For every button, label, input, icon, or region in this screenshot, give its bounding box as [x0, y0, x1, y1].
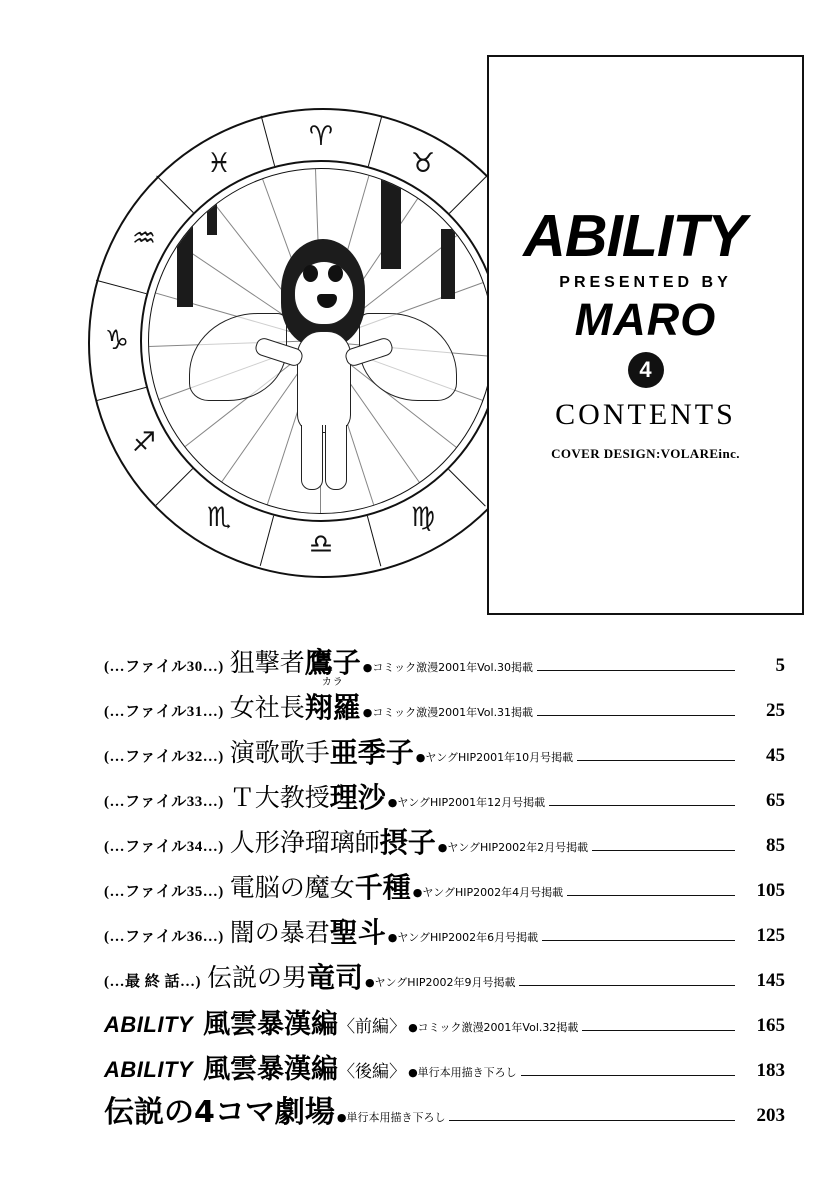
zodiac-sign-pisces: ♓	[206, 148, 232, 179]
illustration-disc	[148, 168, 494, 514]
final-name: 伝説の4コマ劇場	[104, 1095, 335, 1130]
table-of-contents	[0, 636, 835, 1131]
zodiac-sign-libra: ♎	[308, 529, 334, 560]
entry-title: Ｔ大教授	[229, 783, 330, 812]
bonus-name: 風雲暴漢編	[203, 1009, 339, 1040]
toc-final-entry[interactable]	[0, 1086, 835, 1131]
zodiac-sign-capricorn: ♑	[104, 325, 130, 356]
entry-name: 聖斗	[329, 916, 386, 949]
zodiac-sign-aquarius: ♒	[131, 223, 157, 254]
entry-title: 伝説の男	[207, 963, 308, 992]
page-number: 65	[766, 790, 785, 811]
toc-bonus-entry[interactable]	[0, 1041, 835, 1086]
entry-source: ●ヤングHIP2002年2月号掲載	[437, 841, 589, 854]
file-tag: (…ファイル34…)	[104, 839, 224, 855]
bonus-source: ●コミック激漫2001年Vol.32掲載	[408, 1021, 579, 1034]
figure-eye-right	[328, 265, 343, 282]
bonus-name: 風雲暴漢編	[203, 1054, 339, 1085]
entry-name-text: 翔羅	[304, 691, 361, 724]
title-panel	[487, 55, 804, 615]
entry-title: 演歌歌手	[229, 738, 330, 767]
file-tag: (…ファイル32…)	[104, 749, 224, 765]
toc-bonus-entry[interactable]	[0, 996, 835, 1041]
entry-name	[304, 677, 361, 726]
entry-title: 女社長	[229, 693, 305, 722]
leader-line	[592, 850, 735, 851]
file-tag: (…ファイル33…)	[104, 794, 224, 810]
page-number: 45	[766, 745, 785, 766]
contents-label: CONTENTS	[555, 398, 736, 431]
toc-entry[interactable]	[0, 726, 835, 771]
leader-line	[577, 760, 735, 761]
page-number: 105	[756, 880, 785, 901]
bonus-label: ABILITY	[104, 1057, 194, 1082]
toc-entry[interactable]	[0, 861, 835, 906]
zodiac-sign-taurus: ♉	[410, 148, 436, 179]
toc-entry[interactable]	[0, 677, 835, 726]
zodiac-sign-aries: ♈	[308, 121, 334, 152]
entry-source: ●コミック激漫2001年Vol.31掲載	[362, 706, 534, 719]
leader-line	[567, 895, 735, 896]
entry-name: 鷹子	[304, 646, 361, 679]
entry-name-ruby: カラ	[321, 677, 344, 688]
page-number: 125	[756, 925, 785, 946]
file-tag: (…ファイル30…)	[104, 659, 224, 675]
entry-name: 千種	[354, 871, 411, 904]
bonus-subtitle: 〈前編〉	[338, 1017, 407, 1037]
leader-line	[537, 715, 735, 716]
figure-body	[297, 331, 351, 433]
entry-name: 竜司	[307, 961, 364, 994]
entry-title: 闇の暴君	[229, 918, 330, 947]
entry-source: ●ヤングHIP2001年10月号掲載	[415, 751, 574, 764]
leader-line	[521, 1075, 735, 1076]
page-number: 183	[756, 1060, 785, 1081]
file-tag: (…最 終 話…)	[104, 974, 201, 990]
toc-entry[interactable]	[0, 771, 835, 816]
page-number: 25	[766, 700, 785, 721]
page-number: 85	[766, 835, 785, 856]
leader-line	[582, 1030, 735, 1031]
presented-by: PRESENTED BY	[559, 274, 732, 291]
cover-design-credit: COVER DESIGN:VOLAREinc.	[551, 446, 740, 461]
toc-entry[interactable]	[0, 906, 835, 951]
zodiac-sign-virgo: ♍	[410, 502, 436, 533]
entry-source: ●コミック激漫2001年Vol.30掲載	[362, 661, 534, 674]
entry-source: ●ヤングHIP2002年6月号掲載	[387, 931, 539, 944]
leader-line	[542, 940, 735, 941]
entry-name: 理沙	[329, 781, 386, 814]
toc-entry[interactable]	[0, 816, 835, 861]
toc-entry[interactable]	[0, 951, 835, 996]
file-tag: (…ファイル35…)	[104, 884, 224, 900]
leader-line	[449, 1120, 735, 1121]
bonus-subtitle: 〈後編〉	[338, 1062, 407, 1082]
leader-line	[549, 805, 735, 806]
volume-badge: 4	[628, 352, 664, 388]
toc-entry[interactable]	[0, 636, 835, 681]
entry-title: 電脳の魔女	[229, 873, 355, 902]
entry-name: 摂子	[379, 826, 436, 859]
file-tag: (…ファイル36…)	[104, 929, 224, 945]
file-tag: (…ファイル31…)	[104, 704, 224, 720]
final-source: ●単行本用描き下ろし	[336, 1111, 446, 1124]
page-number: 165	[756, 1015, 785, 1036]
leader-line	[537, 670, 735, 671]
figure-leg-left	[301, 425, 323, 490]
page-number: 203	[756, 1105, 785, 1126]
entry-source: ●ヤングHIP2001年12月号掲載	[387, 796, 546, 809]
page-number: 5	[775, 655, 785, 676]
entry-title: 人形浄瑠璃師	[229, 828, 380, 857]
leader-line	[519, 985, 735, 986]
author-name: MARO	[574, 294, 717, 345]
bonus-label: ABILITY	[104, 1012, 194, 1037]
zodiac-sign-sagittarius: ♐	[131, 427, 157, 458]
entry-name: 亜季子	[329, 736, 414, 769]
entry-source: ●ヤングHIP2002年9月号掲載	[365, 976, 516, 989]
character-figure	[267, 239, 379, 489]
figure-leg-right	[325, 425, 347, 490]
bonus-source: ●単行本用描き下ろし	[408, 1066, 517, 1079]
entry-title: 狙撃者	[229, 648, 305, 677]
figure-eye-left	[303, 265, 318, 282]
entry-source: ●ヤングHIP2002年4月号掲載	[412, 886, 564, 899]
zodiac-sign-scorpio: ♏	[206, 502, 232, 533]
main-title: ABILITY	[523, 203, 746, 269]
page-number: 145	[756, 970, 785, 991]
